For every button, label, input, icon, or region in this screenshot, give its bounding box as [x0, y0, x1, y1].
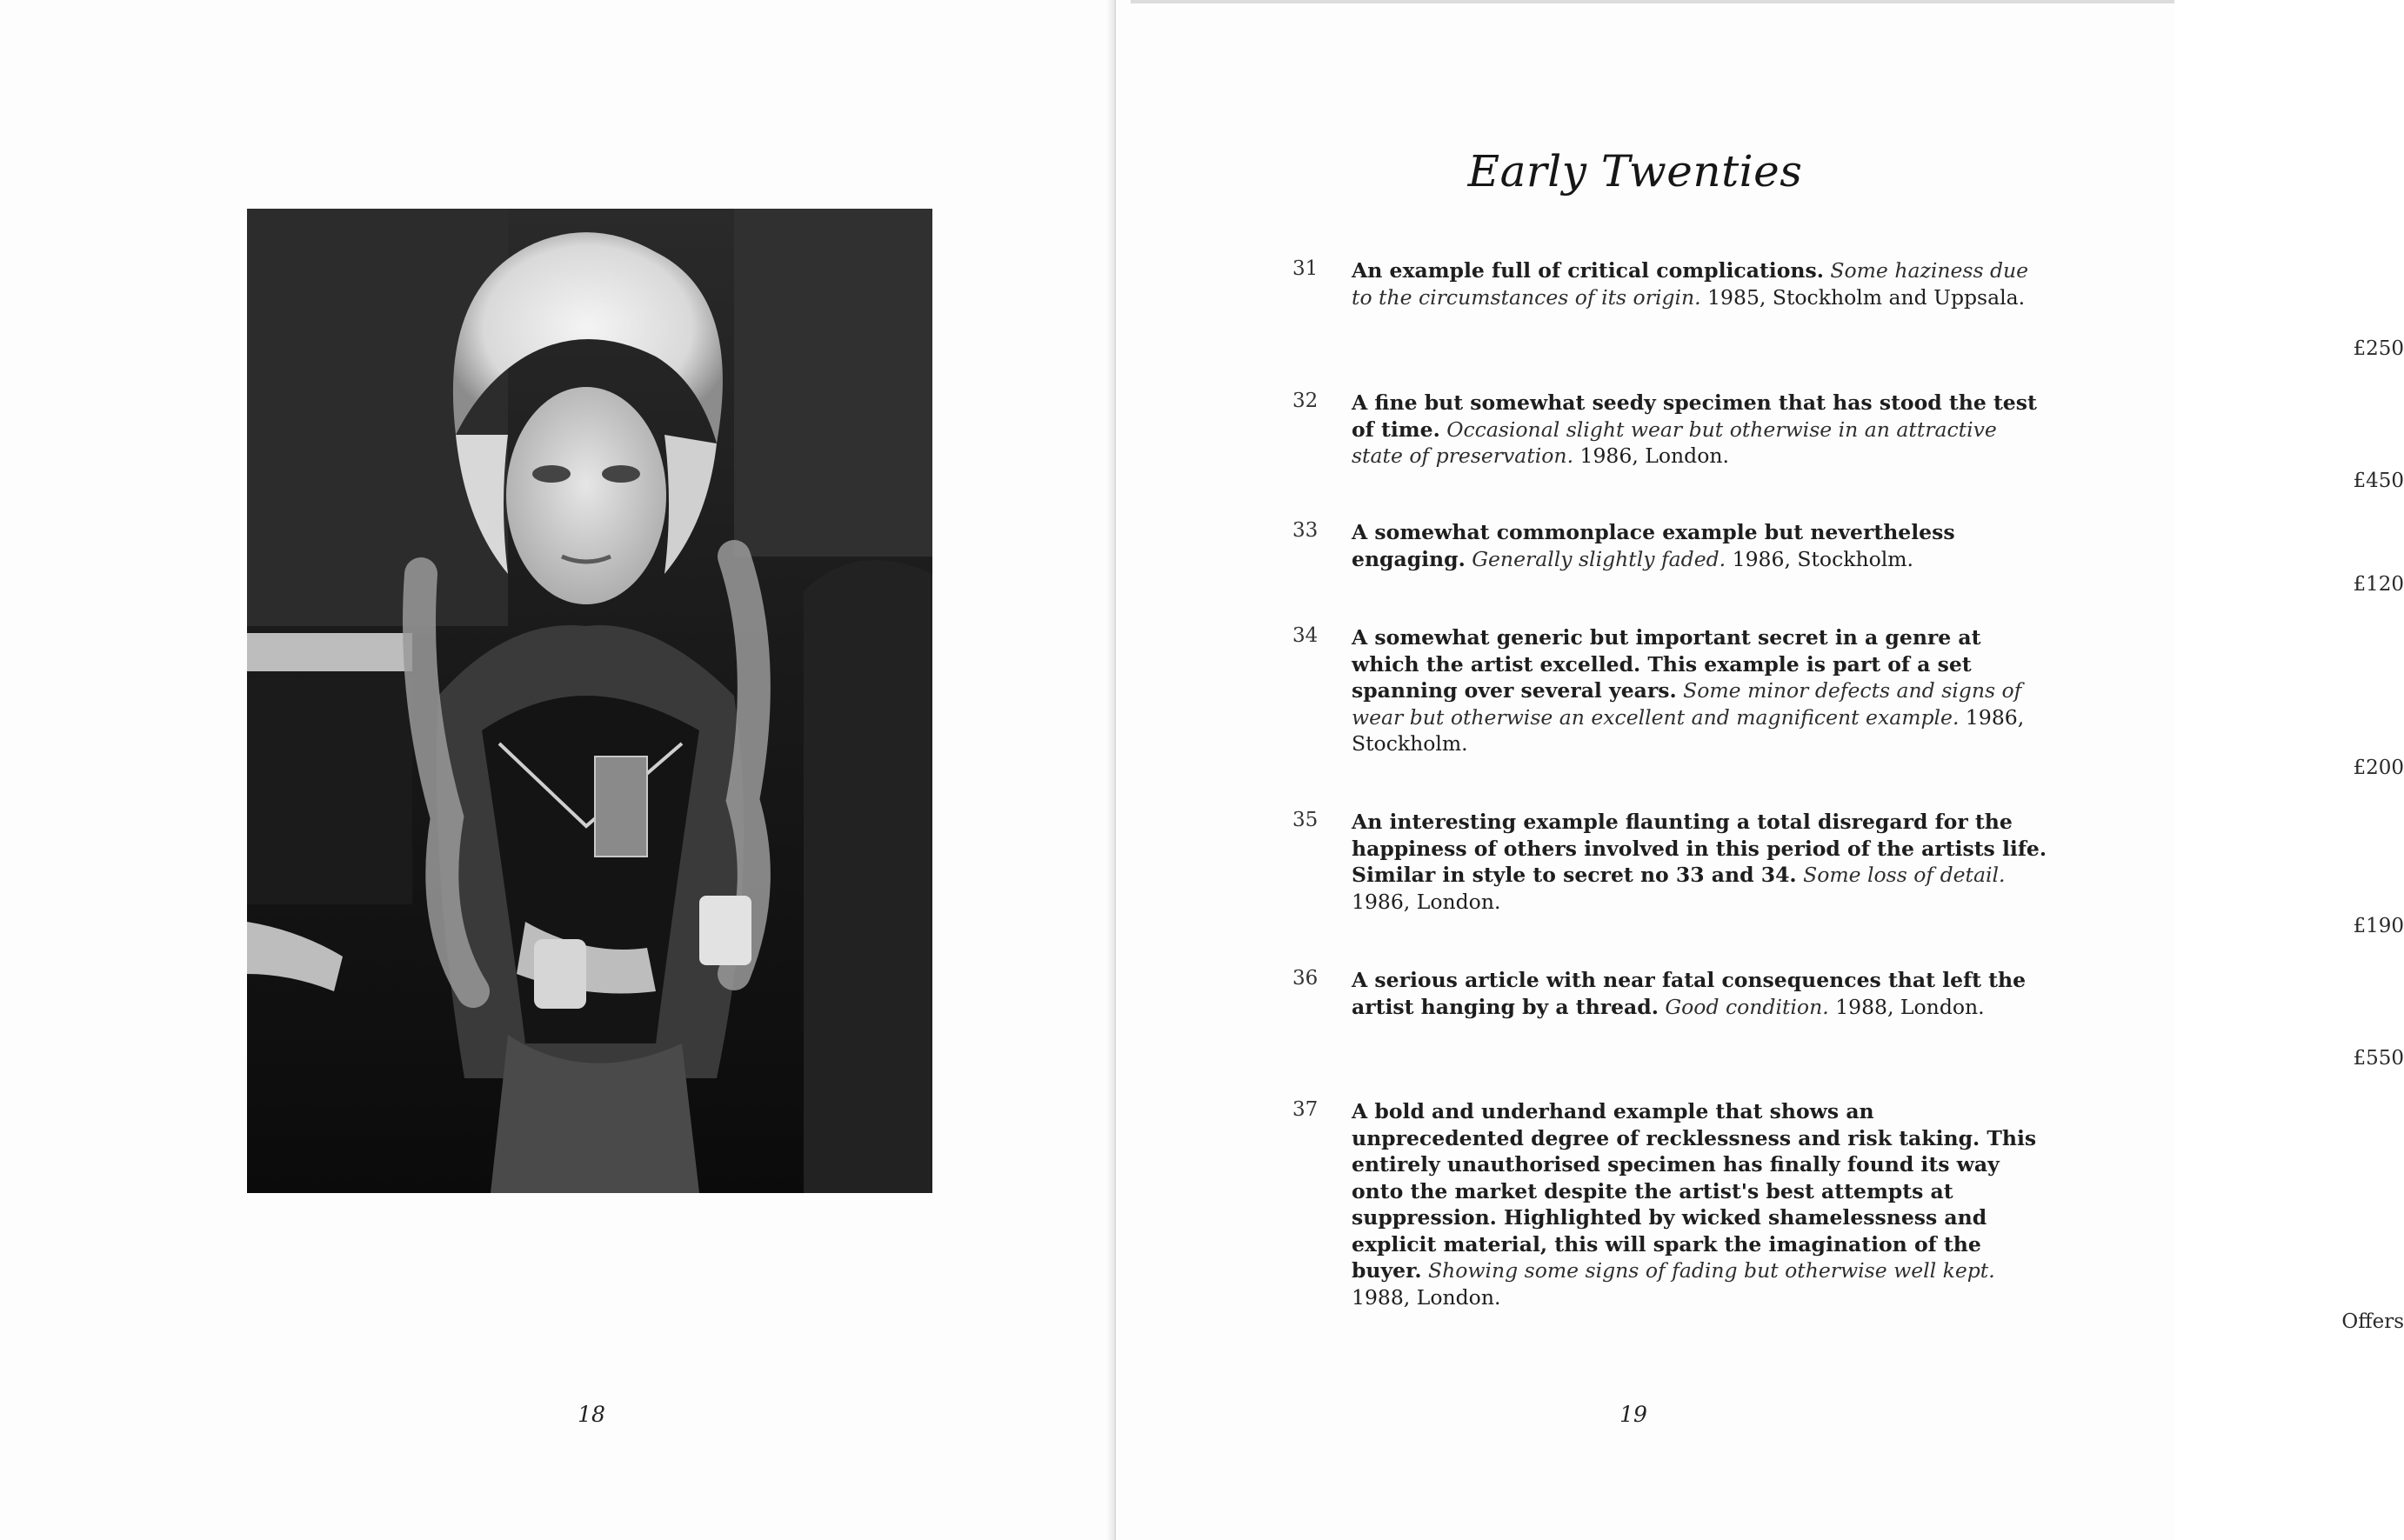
entry-condition: Generally slightly faded. [1472, 546, 1726, 571]
entry-number: 37 [1292, 1098, 1319, 1121]
entry-title: An interesting example flaunting a total disregard for the happiness of others involved in this period of the artists life. Similar in style to secret no 33 and 34. [1352, 810, 2047, 887]
entry-price: Offers [2341, 1310, 2404, 1333]
entry-number: 35 [1292, 809, 1319, 831]
entry-condition: Showing some signs of fading but otherwise well kept. [1428, 1258, 1995, 1283]
entry-price: £550 [2353, 1047, 2404, 1070]
entry-date-place: 1986, London. [1579, 443, 1729, 468]
entry-price: £200 [2353, 757, 2404, 779]
entry-date-place: 1986, Stockholm. [1732, 546, 1914, 571]
left-page-number: 18 [578, 1402, 605, 1427]
entry-condition: Some haziness due to the circumstances of its origin. [1352, 258, 2029, 310]
entry-title: An example full of critical complications. [1352, 258, 1824, 283]
entry-title: A fine but somewhat seedy specimen that has stood the test of time. [1352, 390, 2037, 442]
left-page [0, 0, 1116, 1540]
entry-title: A somewhat commonplace example but nevertheless engaging. [1352, 520, 1955, 571]
entry-price: £120 [2353, 573, 2404, 596]
entry-date-place: 1988, London. [1352, 1284, 1501, 1310]
entry-description [1352, 1098, 2049, 1310]
entry-condition: Occasional slight wear but otherwise in an attractive state of preservation. [1352, 417, 1997, 468]
entry-condition: Some minor defects and signs of wear but otherwise an excellent and magnificent example. [1352, 678, 2022, 730]
entry-price: £190 [2353, 915, 2404, 937]
entry-description [1352, 519, 2049, 572]
entry-title: A serious article with near fatal consequences that left the artist hanging by a thread. [1352, 968, 2027, 1019]
section-title: Early Twenties [1467, 146, 1803, 197]
entry-number: 32 [1292, 390, 1319, 412]
entry-date-place: 1988, London. [1835, 994, 1985, 1019]
entry-date-place: 1986, London. [1352, 889, 1501, 914]
entry-number: 34 [1292, 624, 1319, 647]
page-top-edge [1131, 0, 2174, 3]
entry-description [1352, 257, 2049, 310]
entry-date-place: 1986, Stockholm. [1352, 704, 2025, 756]
entry-condition: Some loss of detail. [1803, 863, 2006, 887]
portrait-photo-image [247, 209, 932, 1193]
entry-number: 31 [1292, 257, 1319, 280]
entry-title: A somewhat generic but important secret in a genre at which the artist excelled. This example is part of a set spanning over several years. [1352, 625, 1981, 703]
entry-price: £450 [2353, 470, 2404, 492]
entry-number: 33 [1292, 519, 1319, 542]
entry-number: 36 [1292, 967, 1319, 990]
entry-description [1352, 967, 2049, 1020]
right-page-number: 19 [1619, 1402, 1647, 1427]
entry-title: A bold and underhand example that shows an unprecedented degree of recklessness and risk taking. This entirely unauthorised specimen has finally found its way onto the market despite the artist's best attempts at suppression. Highlighted by wicked shamelessness and explicit material, this will spark the imagination of the buyer. [1352, 1099, 2037, 1283]
portrait-photo [247, 209, 932, 1193]
entry-description [1352, 809, 2049, 915]
entry-date-place: 1985, Stockholm and Uppsala. [1707, 284, 2026, 310]
entry-condition: Good condition. [1665, 994, 1829, 1019]
entry-description [1352, 390, 2049, 470]
entry-description [1352, 624, 2049, 757]
entry-price: £250 [2353, 337, 2404, 360]
